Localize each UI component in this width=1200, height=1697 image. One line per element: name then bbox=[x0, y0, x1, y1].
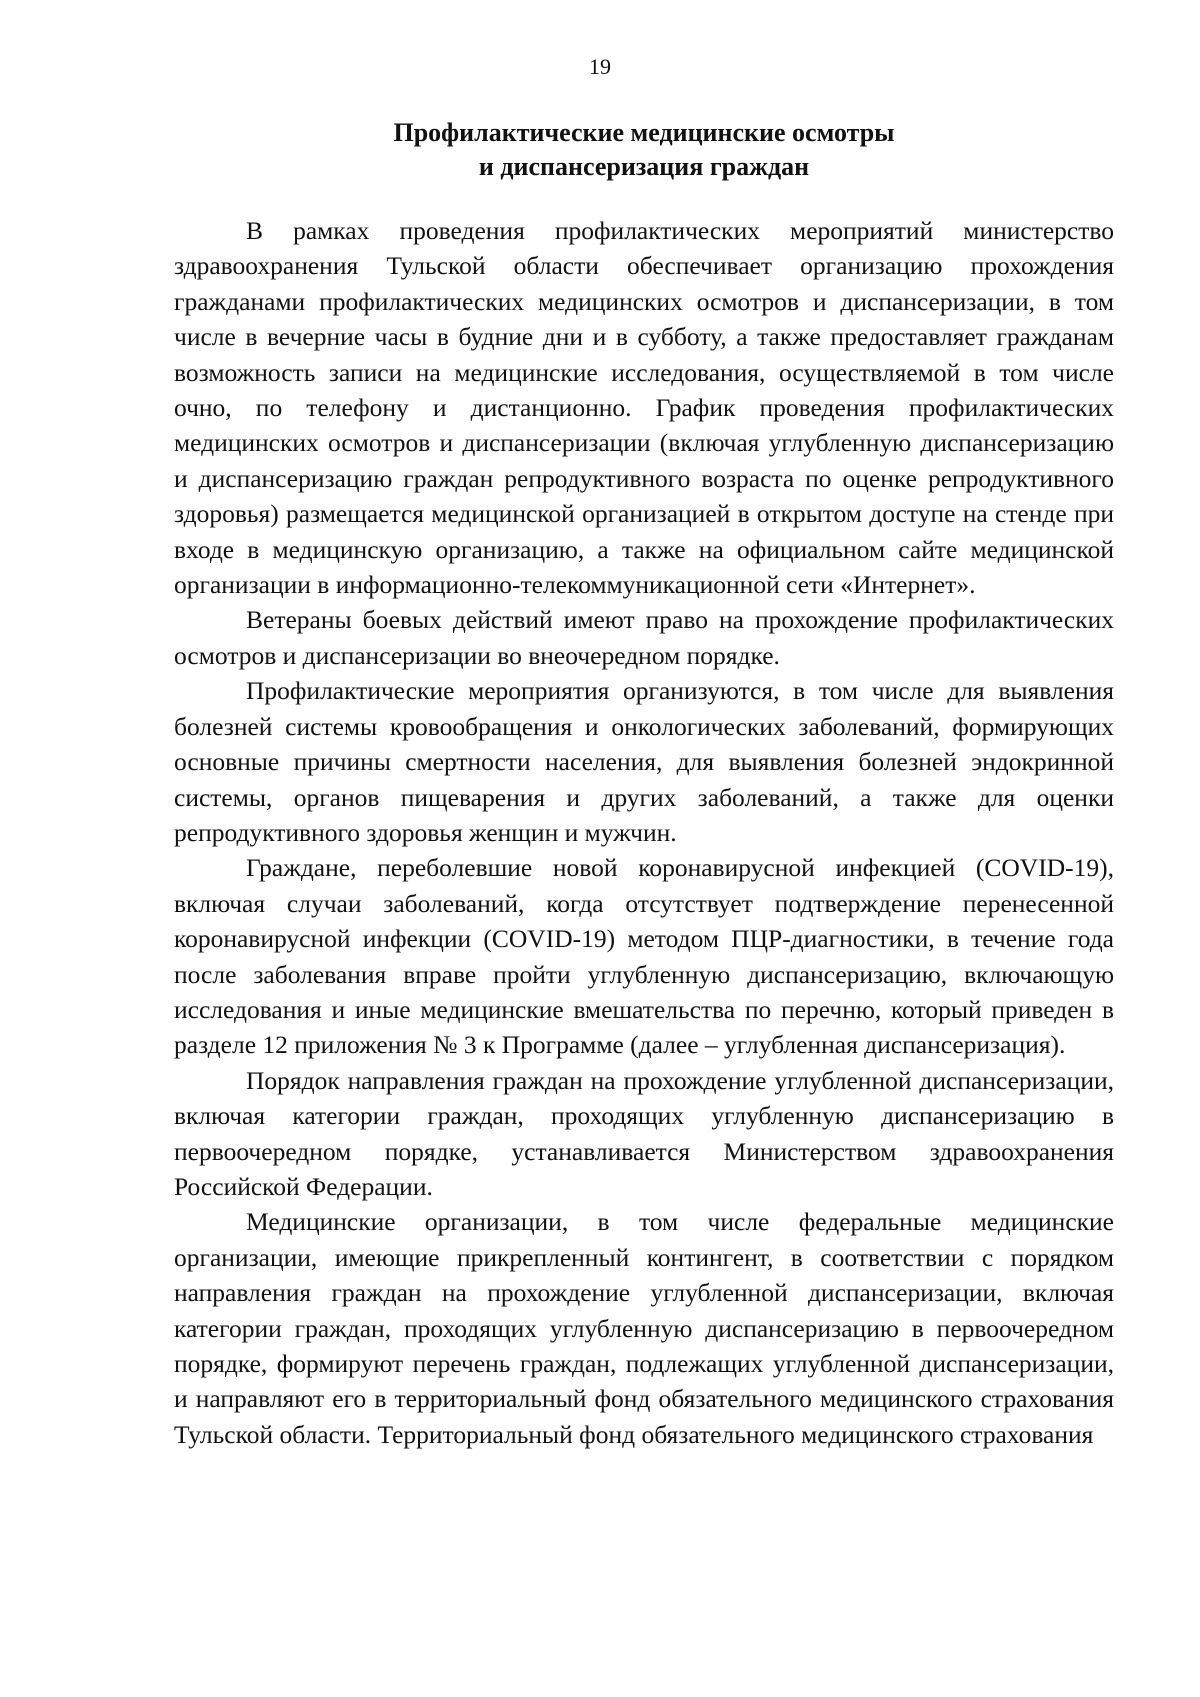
paragraph-organization-of-checkups: В рамках проведения профилактических мероприятий министерство здравоохранения Тульской области обеспечивает организацию прохождения гражданами профилактических медицинских осмотров и диспансеризации, в том числе в вечерние часы в будние дни и в субботу, а также предоставляет гражданам возможность записи на медицинские исследования, осуществляемой в том числе очно, по телефону и дистанционно. График проведения профилактических медицинских осмотров и диспансеризации (включая углубленную диспансеризацию и диспансеризацию граждан репродуктивного возраста по оценке репродуктивного здоровья) размещается медицинской организацией в открытом доступе на стенде при входе в медицинскую организацию, а также на официальном сайте медицинской организации в информационно-телекоммуникационной сети «Интернет». bbox=[174, 216, 1114, 600]
section-title bbox=[170, 116, 1118, 184]
paragraph-preventive-measures: Профилактические мероприятия организуются, в том числе для выявления болезней системы кровообращения и онкологических заболеваний, формирующих основные причины смертности населения, для выявления болезней эндокринной системы, органов пищеварения и других заболеваний, а также для оценки репродуктивного здоровья женщин и мужчин. bbox=[174, 676, 1114, 847]
document-body bbox=[174, 213, 1114, 1452]
section-title-line-1: Профилактические медицинские осмотры bbox=[393, 118, 895, 147]
paragraph-referral-procedure: Порядок направления граждан на прохождение углубленной диспансеризации, включая категории граждан, проходящих углубленную диспансеризацию в первоочередном порядке, устанавливается Министерством здравоохранения Российской Федерации. bbox=[174, 1065, 1114, 1201]
page-number: 19 bbox=[589, 54, 611, 79]
paragraph-medical-organizations: Медицинские организации, в том числе федеральные медицинские организации, имеющие прикрепленный контингент, в соответствии с порядком направления граждан на прохождение углубленной диспансеризации, включая категории граждан, проходящих углубленную диспансеризацию в первоочередном порядке, формируют перечень граждан, подлежащих углубленной диспансеризации, и направляют его в территориальный фонд обязательного медицинского страхования Тульской области. Территориальный фонд обязательного медицинского страхования bbox=[174, 1207, 1114, 1449]
paragraph-covid-in-depth-screening: Граждане, переболевшие новой коронавирусной инфекцией (COVID-19), включая случаи заболеваний, когда отсутствует подтверждение перенесенной коронавирусной инфекции (COVID-19) методом ПЦР-диагностики, в течение года после заболевания вправе пройти углубленную диспансеризацию, включающую исследования и иные медицинские вмешательства по перечню, который приведен в разделе 12 приложения № 3 к Программе (далее – углубленная диспансеризация). bbox=[174, 853, 1114, 1060]
paragraph-combat-veterans: Ветераны боевых действий имеют право на прохождение профилактических осмотров и диспансеризации во внеочередном порядке. bbox=[174, 605, 1114, 670]
section-title-line-2: и диспансеризация граждан bbox=[478, 152, 810, 181]
